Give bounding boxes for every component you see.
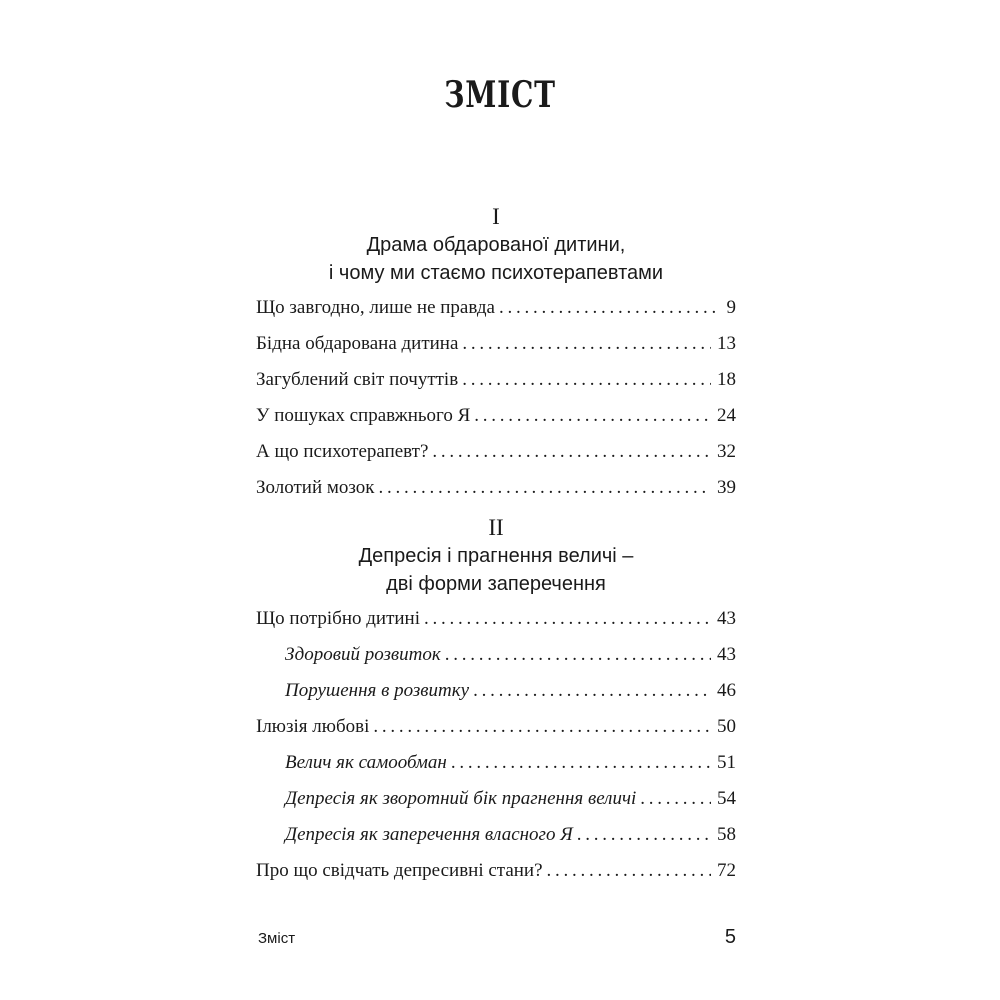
dot-leader — [577, 824, 711, 846]
toc-subentry[interactable] — [256, 788, 736, 824]
dot-leader — [473, 680, 711, 702]
toc-page-number: 54 — [717, 788, 736, 809]
toc-entry[interactable] — [256, 369, 736, 405]
toc-subentry[interactable] — [256, 644, 736, 680]
toc-entry-title: Що завгодно, лише не правда — [256, 297, 495, 318]
dot-leader — [432, 441, 711, 463]
toc-page-number: 18 — [717, 369, 736, 390]
toc-entry-title: Що потрібно дитині — [256, 608, 420, 629]
page-number: 5 — [724, 926, 736, 948]
toc-list — [256, 297, 736, 513]
toc-page-number: 13 — [717, 333, 736, 354]
toc-page-number: 32 — [717, 441, 736, 462]
section-title-line2: дві форми заперечення — [386, 573, 606, 595]
dot-leader — [445, 644, 711, 666]
toc-entry-title: У пошуках справжнього Я — [256, 405, 471, 426]
toc-subentry[interactable] — [256, 680, 736, 716]
toc-page-number: 24 — [717, 405, 736, 426]
dot-leader — [499, 297, 721, 319]
dot-leader — [474, 405, 711, 427]
toc-entry[interactable] — [256, 297, 736, 333]
toc-entry[interactable] — [256, 477, 736, 513]
toc-page-number: 51 — [717, 752, 736, 773]
toc-page-number: 9 — [726, 297, 736, 318]
dot-leader — [379, 477, 711, 499]
page-title: ЗМІСТ — [444, 74, 556, 116]
toc-entry[interactable] — [256, 441, 736, 477]
dot-leader — [424, 608, 711, 630]
toc-entry-title: Загублений світ почуттів — [256, 369, 459, 390]
toc-entry-title: Велич як самообман — [285, 752, 447, 773]
toc-entry[interactable] — [256, 608, 736, 644]
toc-entry-title: Здоровий розвиток — [285, 644, 441, 665]
dot-leader — [462, 333, 711, 355]
toc-subentry[interactable] — [256, 752, 736, 788]
section-1 — [256, 203, 736, 513]
toc-page-number: 43 — [717, 608, 736, 629]
toc-entry[interactable] — [256, 333, 736, 369]
toc-entry-title: Депресія як заперечення власного Я — [285, 824, 573, 845]
toc-page-number: 72 — [717, 860, 736, 881]
toc-entry[interactable] — [256, 405, 736, 441]
toc-page-number: 58 — [717, 824, 736, 845]
toc-entry-title: Депресія як зворотний бік прагнення величі — [285, 788, 637, 809]
toc-subentry[interactable] — [256, 824, 736, 860]
toc-page-number: 43 — [717, 644, 736, 665]
section-title-line1: Драма обдарованої дитини, — [366, 234, 626, 256]
toc-list — [256, 608, 736, 896]
toc-entry-title: А що психотерапевт? — [256, 441, 429, 462]
dot-leader — [640, 788, 711, 810]
toc-page-number: 46 — [717, 680, 736, 701]
toc-entry-title: Ілюзія любові — [256, 716, 370, 737]
dot-leader — [373, 716, 711, 738]
dot-leader — [451, 752, 711, 774]
toc-entry-title: Золотий мозок — [256, 477, 375, 498]
section-numeral: II — [488, 515, 504, 540]
toc-entry[interactable] — [256, 716, 736, 752]
toc-page-number: 39 — [717, 477, 736, 498]
section-title-line1: Депресія і прагнення величі – — [358, 545, 634, 567]
section-numeral: I — [492, 204, 500, 229]
section-title-line2: і чому ми стаємо психотерапевтами — [328, 262, 664, 284]
dot-leader — [462, 369, 711, 391]
toc-entry-title: Про що свідчать депресивні стани? — [256, 860, 543, 881]
dot-leader — [547, 860, 711, 882]
running-footer-label: Зміст — [258, 930, 296, 947]
toc-page-number: 50 — [717, 716, 736, 737]
toc-entry-title: Порушення в розвитку — [285, 680, 470, 701]
toc-entry-title: Бідна обдарована дитина — [256, 333, 459, 354]
section-2 — [256, 514, 736, 896]
toc-entry[interactable] — [256, 860, 736, 896]
